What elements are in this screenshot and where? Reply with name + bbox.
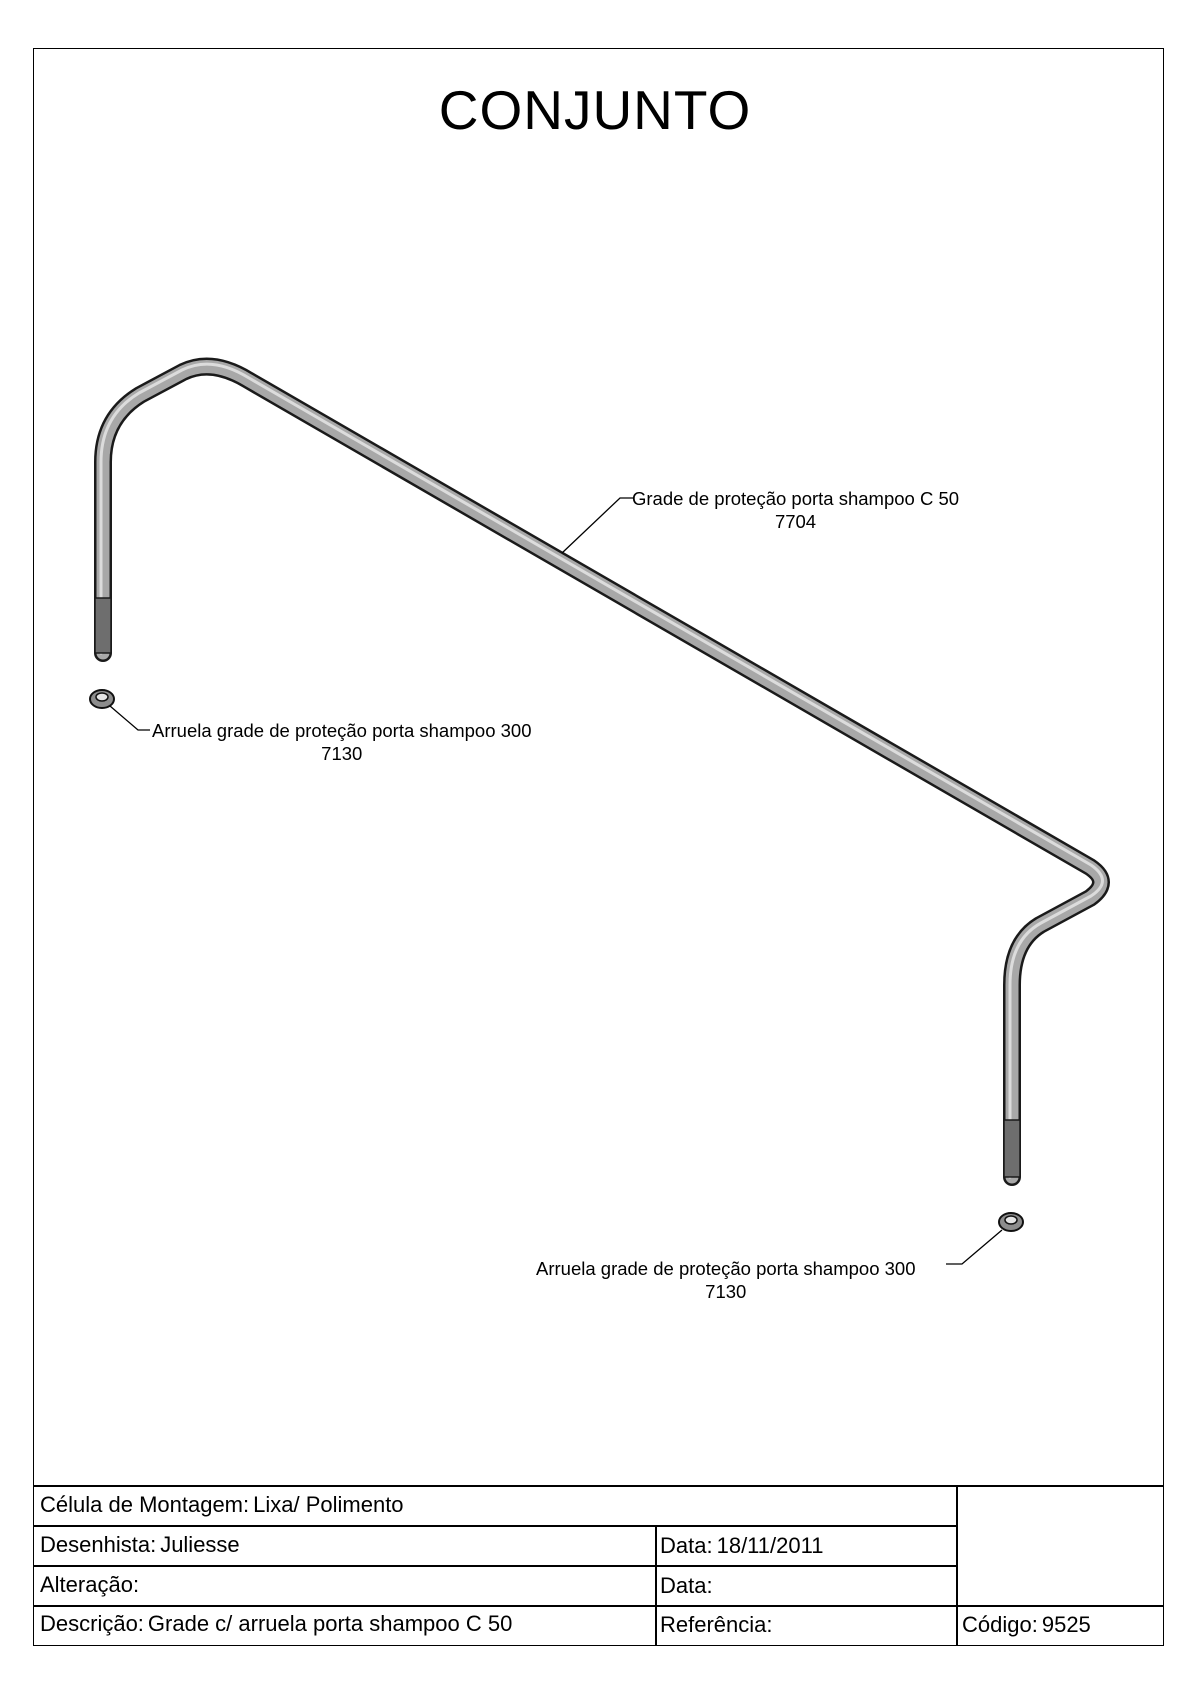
referencia-label: Referência: bbox=[660, 1612, 773, 1637]
leader-line-grade bbox=[562, 498, 634, 553]
callout-arruela-left-code: 7130 bbox=[321, 743, 363, 764]
descricao-value: Grade c/ arruela porta shampoo C 50 bbox=[147, 1611, 513, 1636]
descricao-label: Descrição: bbox=[40, 1611, 144, 1636]
celula-value: Lixa/ Polimento bbox=[253, 1492, 404, 1517]
callout-arruela-right-name: Arruela grade de proteção porta shampoo 300 bbox=[536, 1258, 916, 1279]
callout-arruela-right bbox=[536, 1257, 916, 1303]
data2-label: Data: bbox=[660, 1573, 713, 1598]
leader-line-arruela-right bbox=[946, 1230, 1002, 1264]
celula-label: Célula de Montagem: bbox=[40, 1492, 250, 1517]
data1-label: Data: bbox=[660, 1533, 713, 1558]
drawing-title: CONJUNTO bbox=[438, 79, 752, 141]
callout-grade-code: 7704 bbox=[774, 511, 817, 532]
alteracao-row bbox=[40, 1572, 143, 1598]
callout-grade-name: Grade de proteção porta shampoo C 50 bbox=[632, 488, 960, 509]
desenhista-label: Desenhista: bbox=[40, 1532, 157, 1557]
descricao-row bbox=[40, 1611, 512, 1637]
washer-right bbox=[999, 1213, 1023, 1231]
callout-arruela-left bbox=[152, 719, 532, 765]
callout-grade bbox=[632, 487, 959, 533]
leader-line-arruela-left bbox=[110, 706, 150, 730]
data-row-1 bbox=[660, 1533, 823, 1559]
codigo-value: 9525 bbox=[1041, 1612, 1091, 1637]
celula-row bbox=[40, 1492, 404, 1518]
referencia-row bbox=[660, 1612, 777, 1638]
callout-arruela-right-code: 7130 bbox=[705, 1281, 747, 1302]
callout-arruela-left-name: Arruela grade de proteção porta shampoo 300 bbox=[152, 720, 532, 741]
alteracao-label: Alteração: bbox=[40, 1572, 140, 1597]
data1-value: 18/11/2011 bbox=[716, 1533, 824, 1558]
data-row-2 bbox=[660, 1573, 717, 1599]
desenhista-value: Juliesse bbox=[160, 1532, 240, 1557]
washer-left bbox=[90, 690, 114, 708]
codigo-row bbox=[962, 1612, 1091, 1638]
desenhista-row bbox=[40, 1532, 240, 1558]
codigo-label: Código: bbox=[962, 1612, 1038, 1637]
